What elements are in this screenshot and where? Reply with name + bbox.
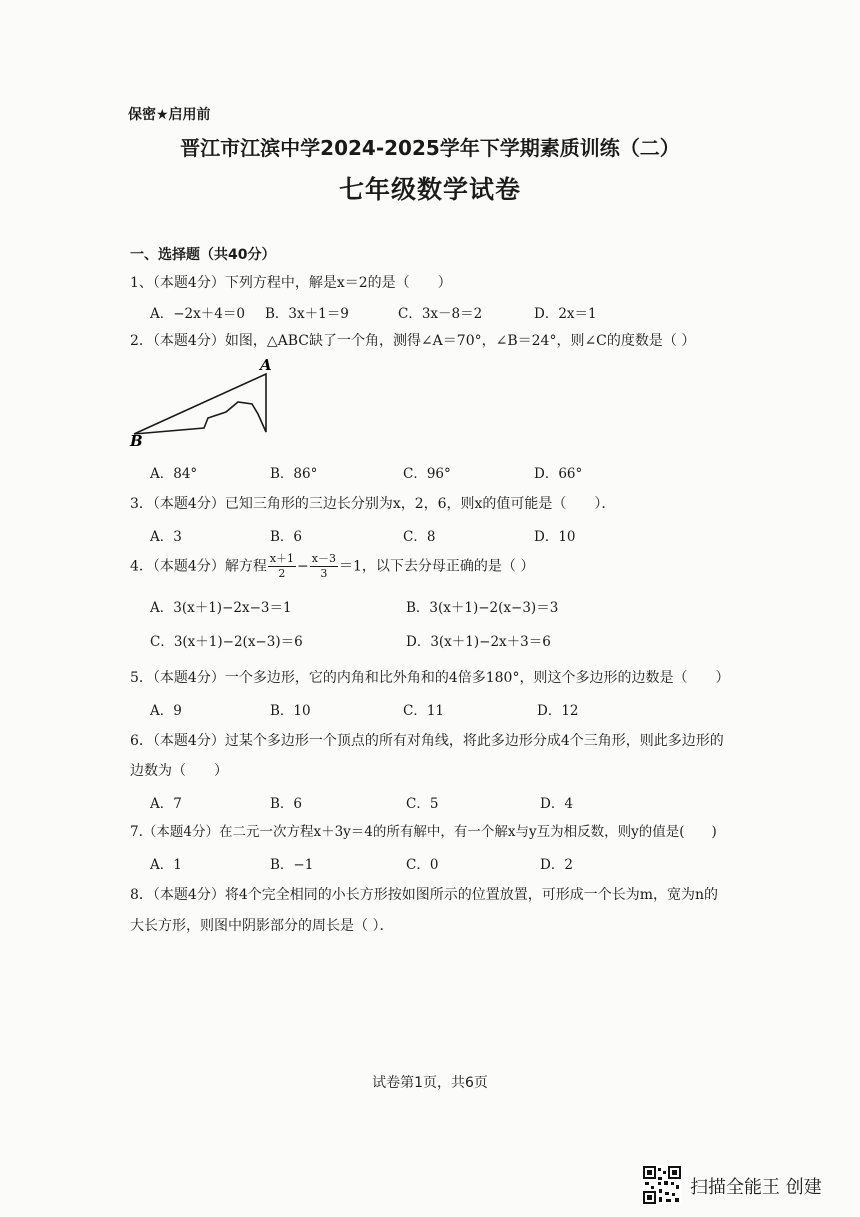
- question-4-stem: [130, 552, 534, 581]
- q1-option-b: B．3x＋1＝9: [265, 306, 349, 322]
- q7-option-a: A．1: [150, 857, 182, 873]
- q4-stem-before: 4．（本题4分）解方程: [130, 558, 267, 575]
- question-2-stem: 2．（本题4分）如图，△ABC缺了一个角，测得∠A＝70°，∠B＝24°，则∠C的度数是（ ）: [130, 333, 696, 349]
- school-title: 晋江市江滨中学2024-2025学年下学期素质训练（二）: [180, 136, 680, 160]
- q4-fraction-2: $\frac{x-3}{3}$: [311, 552, 336, 580]
- qr-code-icon: [642, 1165, 682, 1205]
- q6-option-d: D．4: [540, 796, 573, 812]
- question-5-stem: 5．（本题4分）一个多边形，它的内角和比外角和的4倍多180°，则这个多边形的边数是（ ）: [130, 670, 730, 686]
- secret-label: 保密★启用前: [128, 107, 211, 123]
- q4-option-d: D．3(x＋1)−2x＋3＝6: [406, 634, 551, 650]
- q6-option-b: B．6: [270, 796, 303, 812]
- q3-option-b: B．6: [270, 529, 303, 545]
- q7-option-d: D．2: [540, 857, 573, 873]
- q5-option-c: C．11: [403, 703, 445, 719]
- question-1-stem: 1、（本题4分）下列方程中，解是x＝2的是（ ）: [130, 275, 452, 291]
- q6-option-a: A．7: [150, 796, 182, 812]
- q7-option-b: B．−1: [270, 857, 314, 873]
- q1-option-d: D．2x＝1: [534, 306, 597, 322]
- q2-option-c: C．96°: [403, 466, 451, 482]
- q4-fraction-1: $\frac{x+1}{2}$: [269, 552, 295, 580]
- q4-stem-after: ＝1，以下去分母正确的是（ ）: [338, 558, 535, 575]
- question-8-stem: 8．（本题4分）将4个完全相同的小长方形按如图所示的位置放置，可形成一个长为m，宽为n的: [130, 887, 719, 903]
- q4-minus: −: [297, 558, 309, 575]
- q4-option-c: C．3(x＋1)−2(x−3)＝6: [150, 634, 303, 650]
- question-7-stem: 7.（本题4分）在二元一次方程x＋3y＝4的所有解中，有一个解x与y互为相反数，则y的值是( ): [130, 824, 717, 840]
- q3-option-c: C．8: [403, 529, 436, 545]
- q4-option-b: B．3(x＋1)−2(x−3)＝3: [406, 600, 559, 616]
- q1-option-a: A．−2x＋4＝0: [150, 306, 245, 322]
- scanner-brand-label: 扫描全能王 创建: [690, 1177, 822, 1198]
- q2-option-d: D．66°: [534, 466, 583, 482]
- exam-title: 七年级数学试卷: [338, 175, 521, 204]
- question-8-stem-2: 大长方形，则图中阴影部分的周长是（ ）．: [130, 918, 394, 934]
- q5-option-a: A．9: [150, 703, 182, 719]
- section-title: 一、选择题（共40分）: [130, 247, 276, 263]
- q5-option-b: B．10: [270, 703, 311, 719]
- question-3-stem: 3．（本题4分）已知三角形的三边长分别为x，2，6，则x的值可能是（ ）．: [130, 496, 616, 512]
- q1-option-c: C．3x－8＝2: [398, 306, 483, 322]
- q5-option-d: D．12: [537, 703, 579, 719]
- q3-option-d: D．10: [534, 529, 576, 545]
- vertex-a-label: A: [260, 356, 272, 374]
- question-6-stem-2: 边数为（ ）: [130, 763, 228, 779]
- q4-option-a: A．3(x＋1)−2x−3＝1: [150, 600, 292, 616]
- q2-option-b: B．86°: [270, 466, 318, 482]
- vertex-b-label: B: [130, 432, 143, 448]
- q7-option-c: C．0: [406, 857, 439, 873]
- question-6-stem: 6．（本题4分）过某个多边形一个顶点的所有对角线，将此多边形分成4个三角形，则此多边形的: [130, 733, 724, 749]
- q6-option-c: C．5: [406, 796, 439, 812]
- page-footer: 试卷第1页，共6页: [372, 1075, 488, 1091]
- triangle-figure: [128, 356, 288, 452]
- q3-option-a: A．3: [150, 529, 182, 545]
- q2-option-a: A．84°: [150, 466, 198, 482]
